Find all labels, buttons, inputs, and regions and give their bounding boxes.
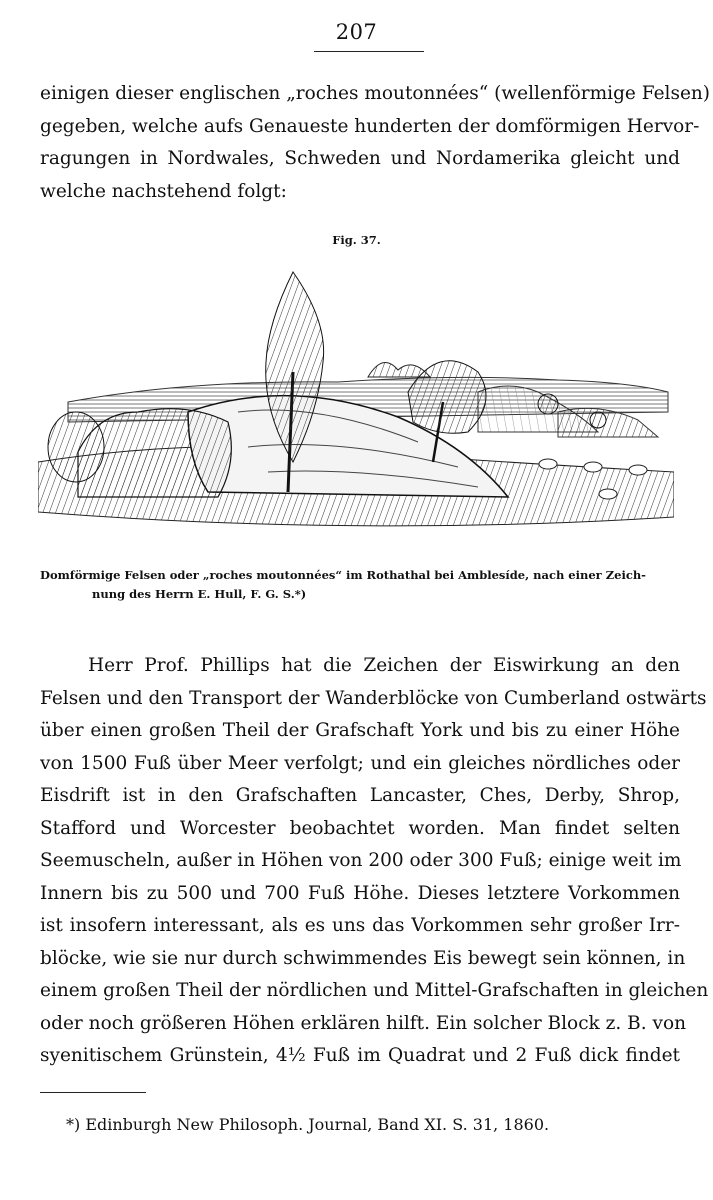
text-line: ist insofern interessant, als es uns das Vorkommen sehr großer Irr-: [40, 915, 680, 936]
text-line: einigen dieser englischen „roches moutonnées“ (wellenförmige Felsen): [40, 83, 711, 104]
text-line: ragungen in Nordwales, Schweden und Nordamerika gleicht und: [40, 148, 680, 169]
caption-line: Domförmige Felsen oder „roches moutonnées“ im Rothathal bei Amblesíde, nach einer Zeich-: [40, 568, 646, 582]
footnote: *) Edinburgh New Philosoph. Journal, Band XI. S. 31, 1860.: [66, 1115, 550, 1134]
figure-caption: [40, 566, 680, 604]
main-paragraph: [40, 650, 709, 1073]
text-line: Seemuscheln, außer in Höhen von 200 oder 300 Fuß; einige weit im: [40, 850, 682, 871]
caption-line: nung des Herrn E. Hull, F. G. S.*): [92, 587, 307, 601]
text-line: blöcke, wie sie nur durch schwimmendes Eis bewegt sein können, in: [40, 947, 686, 969]
text-line: Innern bis zu 500 und 700 Fuß Höhe. Dieses letztere Vorkommen: [40, 882, 680, 904]
footnote-rule: [40, 1092, 146, 1093]
figure-label: Fig. 37.: [332, 233, 381, 247]
text-line: Stafford und Worcester beobachtet worden. Man findet selten: [40, 817, 680, 839]
header-rule: [314, 51, 424, 52]
text-line: einem großen Theil der nördlichen und Mittel-Grafschaften in gleichen: [40, 980, 709, 1001]
text-line: oder noch größeren Höhen erklären hilft. Ein solcher Block z. B. von: [40, 1012, 687, 1034]
page-number: 207: [335, 20, 378, 44]
text-line: Felsen und den Transport der Wanderblöcke von Cumberland ostwärts: [40, 687, 707, 709]
text-line: Eisdrift ist in den Grafschaften Lancaster, Ches, Derby, Shrop,: [40, 785, 680, 806]
landscape-illustration: [38, 262, 674, 532]
text-line: von 1500 Fuß über Meer verfolgt; und ein gleiches nördliches oder: [40, 752, 680, 774]
intro-paragraph: [40, 78, 711, 208]
text-line: syenitischem Grünstein, 4½ Fuß im Quadrat und 2 Fuß dick findet: [40, 1045, 680, 1066]
text-line: gegeben, welche aufs Genaueste hunderten der domförmigen Hervor-: [40, 115, 700, 137]
text-line: über einen großen Theil der Grafschaft York und bis zu einer Höhe: [40, 720, 680, 741]
text-line: welche nachstehend folgt:: [40, 180, 287, 202]
text-line: Herr Prof. Phillips hat die Zeichen der Eiswirkung an den: [88, 655, 680, 676]
